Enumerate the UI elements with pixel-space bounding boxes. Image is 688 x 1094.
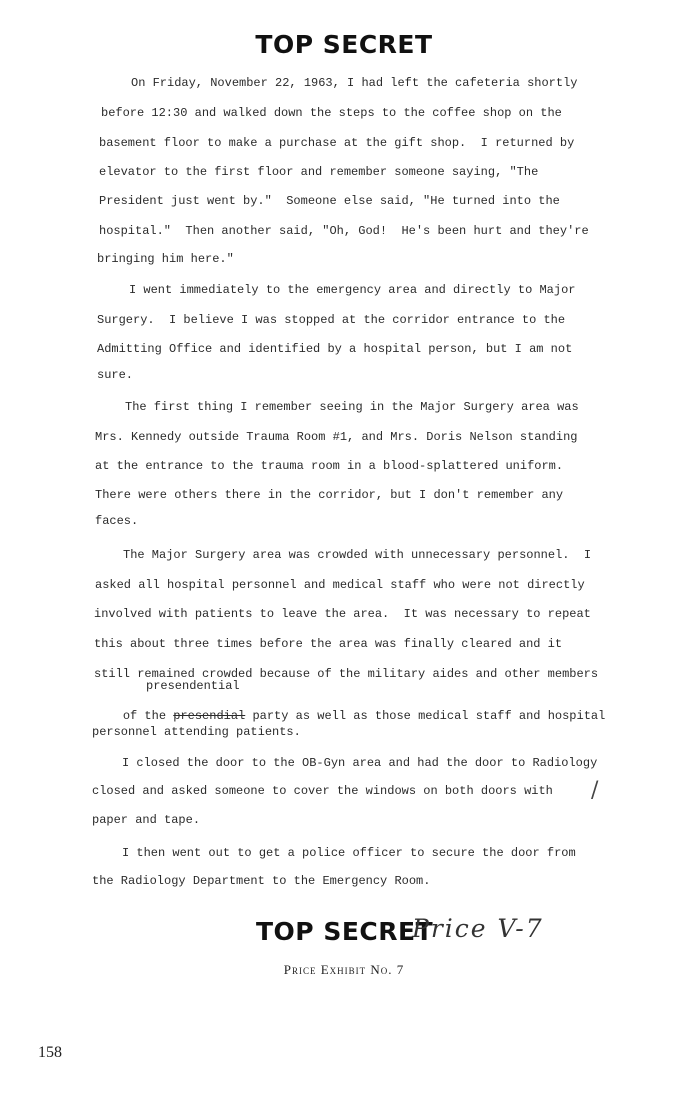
text-line: The Major Surgery area was crowded with unnecessary personnel. I — [123, 548, 592, 562]
page-number: 158 — [38, 1044, 62, 1061]
text-line: President just went by." Someone else said, "He turned into the — [99, 194, 560, 208]
line-prefix: of the — [122, 709, 167, 723]
text-line: before 12:30 and walked down the steps to the coffee shop on the — [101, 106, 562, 120]
text-line: Mrs. Kennedy outside Trauma Room #1, and Mrs. Doris Nelson standing — [95, 430, 578, 444]
text-line: basement floor to make a purchase at the gift shop. I returned by — [99, 136, 575, 150]
text-line: I then went out to get a police officer to secure the door from — [122, 846, 576, 860]
text-line: closed and asked someone to cover the windows on both doors with — [92, 784, 553, 798]
text-line: personnel attending patients. — [92, 725, 301, 739]
text-line: Admitting Office and identified by a hospital person, but I am not — [97, 342, 573, 356]
text-line: hospital." Then another said, "Oh, God! He's been hurt and they're — [99, 224, 589, 238]
struck-word: presendial — [173, 709, 246, 723]
text-line: at the entrance to the trauma room in a blood-splattered uniform. — [95, 459, 564, 473]
text-line: Surgery. I believe I was stopped at the corridor entrance to the — [97, 313, 566, 327]
text-line: faces. — [95, 514, 139, 528]
text-line: this about three times before the area was finally cleared and it — [94, 637, 563, 651]
text-line: There were others there in the corridor, but I don't remember any — [95, 488, 564, 502]
text-line: asked all hospital personnel and medical staff who were not directly — [95, 578, 585, 592]
classification-header: TOP SECRET — [255, 30, 433, 59]
text-line: the Radiology Department to the Emergency Room. — [92, 874, 431, 888]
text-line: I went immediately to the emergency area and directly to Major — [129, 283, 576, 297]
exhibit-caption: Price Exhibit No. 7 — [283, 962, 405, 977]
text-line: bringing him here." — [97, 252, 234, 266]
handwritten-exhibit-note: Price V-7 — [412, 914, 544, 943]
text-line: sure. — [97, 368, 134, 382]
text-line: On Friday, November 22, 1963, I had left the cafeteria shortly — [131, 76, 578, 90]
line-remainder: party as well as those medical staff and hospital — [252, 709, 606, 723]
text-line: I closed the door to the OB-Gyn area and had the door to Radiology — [122, 756, 598, 770]
text-line: The first thing I remember seeing in the Major Surgery area was — [125, 400, 579, 414]
inserted-correction: presendential — [146, 679, 240, 693]
text-line: involved with patients to leave the area. It was necessary to repeat — [94, 607, 591, 621]
margin-mark: / — [591, 778, 599, 803]
classification-footer: TOP SECRET — [256, 917, 434, 946]
text-line: elevator to the first floor and remember someone saying, "The — [99, 165, 539, 179]
text-line: paper and tape. — [92, 813, 201, 827]
text-line: still remained crowded because of the military aides and other members — [94, 667, 599, 681]
